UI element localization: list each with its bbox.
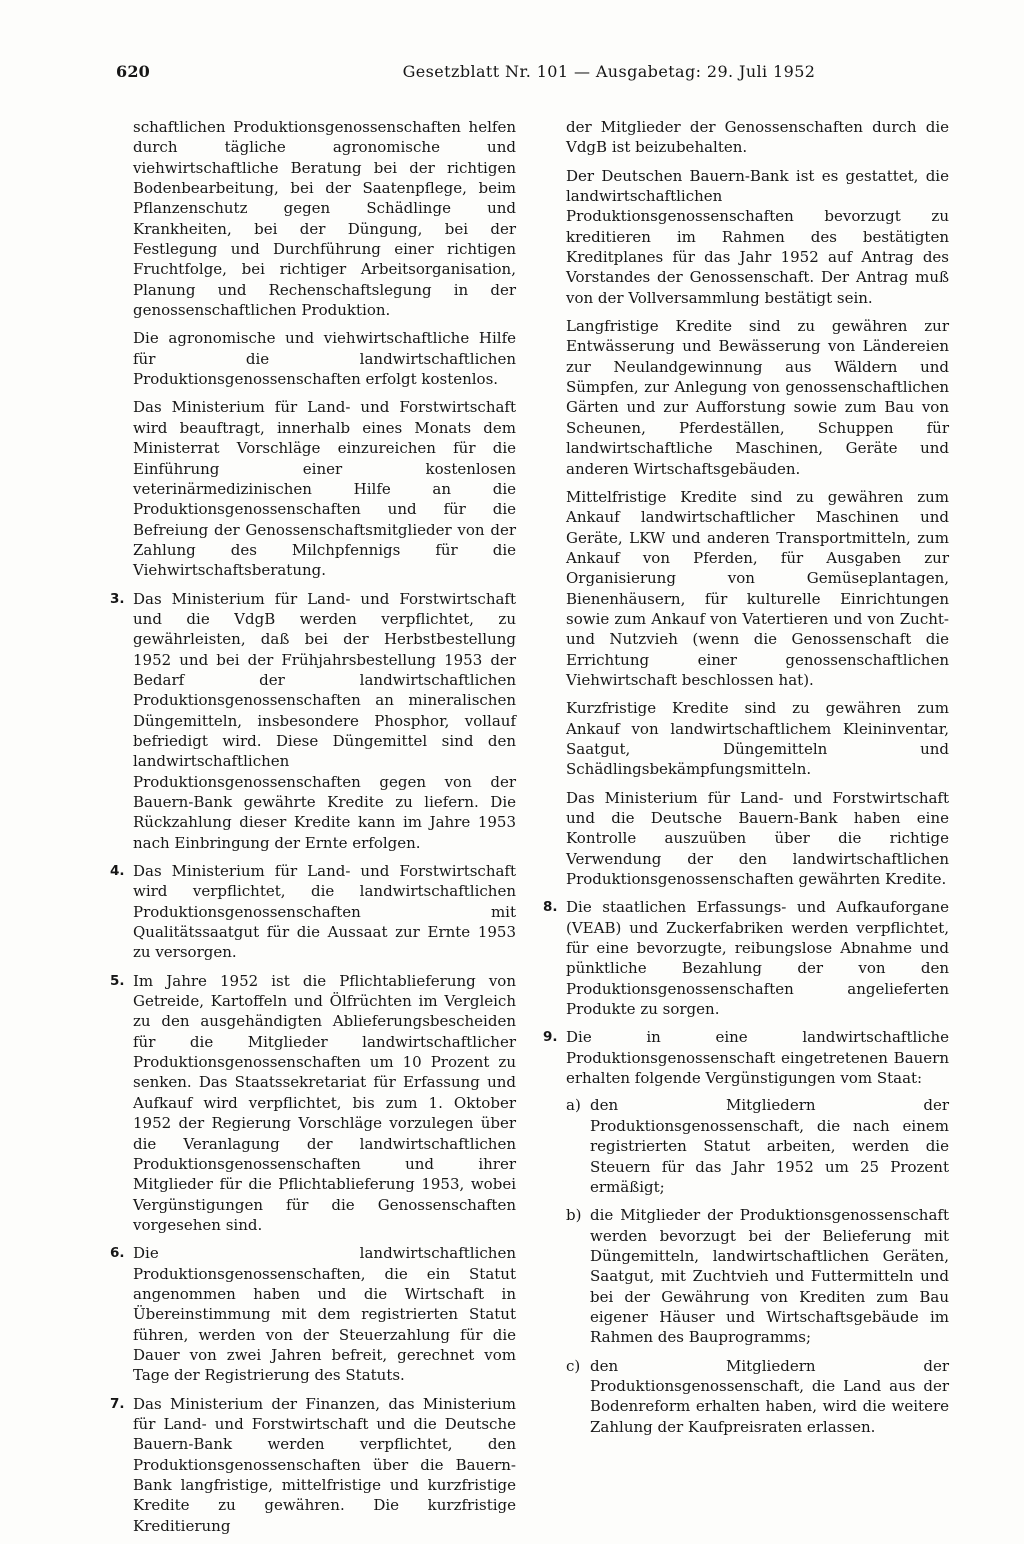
subitem-text: die Mitglieder der Produktionsgenossenschaft werden bevorzugt bei der Belieferung mit Düngemitteln, landwirtschaftlichen Geräten, Saatgut, mit Zuchtvieh und Futtermitteln und bei der Gewährung von Krediten zum Bau eigener Häuser und Wirtschaftsgebäude im Rahmen des Bauprogramms;	[590, 1206, 949, 1347]
gazette-issue-title: Gesetzblatt Nr. 101 — Ausgabetag: 29. Juli 1952	[402, 62, 816, 81]
item-paragraph: Die staatlichen Erfassungs- und Aufkauforgane (VEAB) und Zuckerfabriken werden verpflichtet, für eine bevorzugte, reibungslose Abnahme und pünktliche Bezahlung der von den Produktionsgenossenschaften angelieferten Produkte zu sorgen.	[566, 898, 949, 1019]
item-number: 9.	[543, 1029, 558, 1046]
section-item-7	[110, 1394, 516, 1536]
section-item-8	[543, 897, 949, 1019]
continuation-paragraph: Mittelfristige Kredite sind zu gewähren zum Ankauf landwirtschaftlicher Maschinen und Geräte, LKW und anderen Transportmitteln, zum Ankauf von Pferden, für Ausgaben zur Organisierung von Gemüseplantagen, Bienenhäusern, für kulturelle Einrichtungen sowie zum Ankauf von Vatertieren und von Zucht- und Nutzvieh (wenn die Genossenschaft die Errichtung einer genossenschaftlichen Viehwirtschaft beschlossen hat).	[566, 487, 949, 689]
left-column	[110, 117, 516, 1544]
continuation-paragraph: Langfristige Kredite sind zu gewähren zur Entwässerung und Bewässerung von Ländereien zur Neulandgewinnung aus Wäldern und Sümpfen, zur Anlegung von genossenschaftlichen Gärten und zur Aufforstung sowie zum Bau von Scheunen, Pferdeställen, Schuppen für landwirtschaftliche Maschinen, Geräte und anderen Wirtschaftsgebäuden.	[566, 317, 949, 478]
subitem-label: b)	[566, 1206, 582, 1225]
page-header	[116, 62, 902, 86]
continuation-paragraph: Das Ministerium für Land- und Forstwirtschaft und die Deutsche Bauern-Bank haben eine Kontrolle auszuüben über die richtige Verwendung der den landwirtschaftlichen Produktionsgenossenschaften gewährten Kredite.	[566, 788, 949, 889]
item-number: 5.	[110, 972, 125, 989]
subitem-a	[566, 1095, 949, 1197]
item-paragraph: Die in eine landwirtschaftliche Produktionsgenossenschaft eingetretenen Bauern erhalten folgende Vergünstigungen vom Staat:	[566, 1028, 949, 1088]
section-item-6	[110, 1243, 516, 1385]
right-column	[543, 117, 949, 1453]
subitem-text: den Mitgliedern der Produktionsgenossenschaft, die nach einem registrierten Statut arbeiten, werden die Steuern für das Jahr 1952 um 25 Prozent ermäßigt;	[590, 1096, 949, 1196]
continuation-paragraph: Der Deutschen Bauern-Bank ist es gestattet, die landwirtschaftlichen Produktionsgenossenschaften bevorzugt zu kreditieren im Rahmen des bestätigten Kreditplanes für das Jahr 1952 auf Antrag des Vorstandes der Genossenschaft. Der Antrag muß von der Vollversammlung bestätigt sein.	[566, 166, 949, 307]
section-item-4	[110, 861, 516, 963]
continuation-paragraph: Kurzfristige Kredite sind zu gewähren zum Ankauf von landwirtschaftlichem Kleininventar, Saatgut, Düngemitteln und Schädlingsbekämpfungsmitteln.	[566, 699, 949, 779]
item-paragraph: Das Ministerium für Land- und Forstwirtschaft wird verpflichtet, die landwirtschaftlichen Produktionsgenossenschaften mit Qualitätssaatgut für die Aussaat zur Ernte 1953 zu versorgen.	[133, 862, 516, 962]
item-paragraph: Das Ministerium für Land- und Forstwirtschaft und die VdgB werden verpflichtet, zu gewährleisten, daß bei der Herbstbestellung 1952 und bei der Frühjahrsbestellung 1953 der Bedarf der landwirtschaftlichen Produktionsgenossenschaften an mineralischen Düngemitteln, insbesondere Phosphor, vollauf befriedigt wird. Diese Düngemittel sind den landwirtschaftlichen Produktionsgenossenschaften gegen von der Bauern-Bank gewährte Kredite zu liefern. Die Rückzahlung dieser Kredite kann im Jahre 1953 nach Einbringung der Ernte erfolgen.	[133, 589, 516, 852]
item-number: 8.	[543, 899, 558, 916]
intro-paragraph: Die agronomische und viehwirtschaftliche Hilfe für die landwirtschaftlichen Produktionsgenossenschaften erfolgt kostenlos.	[133, 329, 516, 389]
item-number: 4.	[110, 863, 125, 880]
intro-paragraph: Das Ministerium für Land- und Forstwirtschaft wird beauftragt, innerhalb eines Monats dem Ministerrat Vorschläge einzureichen für die Einführung einer kostenlosen veterinärmedizinischen Hilfe an die Produktionsgenossenschaften und für die Befreiung der Genossenschaftsmitglieder von der Zahlung des Milchpfennigs für die Viehwirtschaftsberatung.	[133, 398, 516, 580]
item-number: 3.	[110, 590, 125, 607]
page-number: 620	[116, 62, 150, 81]
section-item-5	[110, 971, 516, 1235]
subitem-c	[566, 1356, 949, 1437]
continuation-paragraph: der Mitglieder der Genossenschaften durch die VdgB ist beizubehalten.	[566, 118, 949, 157]
item-paragraph: Die landwirtschaftlichen Produktionsgenossenschaften, die ein Statut angenommen haben und die Wirtschaft in Übereinstimmung mit dem registrierten Statut führen, werden von der Steuerzahlung für die Dauer von zwei Jahren befreit, gerechnet vom Tage der Registrierung des Statuts.	[133, 1244, 516, 1385]
item-number: 6.	[110, 1245, 125, 1262]
item-paragraph: Im Jahre 1952 ist die Pflichtablieferung von Getreide, Kartoffeln und Ölfrüchten im Vergleich zu den ausgehändigten Ablieferungsbescheiden für die Mitglieder landwirtschaftlicher Produktionsgenossenschaften um 10 Prozent zu senken. Das Staatssekretariat für Erfassung und Aufkauf wird verpflichtet, bis zum 1. Oktober 1952 der Regierung Vorschläge vorzulegen über die Veranlagung der landwirtschaftlichen Produktionsgenossenschaften und ihrer Mitglieder für die Pflichtablieferung 1953, wobei Vergünstigungen für die Genossenschaften vorgesehen sind.	[133, 971, 516, 1234]
item-paragraph: Das Ministerium der Finanzen, das Ministerium für Land- und Forstwirtschaft und die Deutsche Bauern-Bank werden verpflichtet, den Produktionsgenossenschaften über die Bauern-Bank langfristige, mittelfristige und kurzfristige Kredite zu gewähren. Die kurzfristige Kreditierung	[133, 1394, 516, 1535]
subitem-label: a)	[566, 1096, 581, 1115]
section-item-9	[543, 1027, 949, 1445]
subitem-label: c)	[566, 1356, 581, 1375]
intro-paragraph: schaftlichen Produktionsgenossenschaften helfen durch tägliche agronomische und viehwirtschaftliche Beratung bei der richtigen Bodenbearbeitung, bei der Saatenpflege, beim Pflanzenschutz gegen Schädlinge und Krankheiten, bei der Düngung, bei der Festlegung und Durchführung einer richtigen Fruchtfolge, bei richtiger Arbeitsorganisation, Planung und Rechenschaftslegung in der genossenschaftlichen Produktion.	[133, 118, 516, 320]
subitem-text: den Mitgliedern der Produktionsgenossenschaft, die Land aus der Bodenreform erhalten haben, wird die weitere Zahlung der Kaufpreisraten erlassen.	[590, 1356, 949, 1436]
item-number: 7.	[110, 1395, 125, 1412]
subitem-b	[566, 1205, 949, 1347]
section-item-3	[110, 589, 516, 853]
